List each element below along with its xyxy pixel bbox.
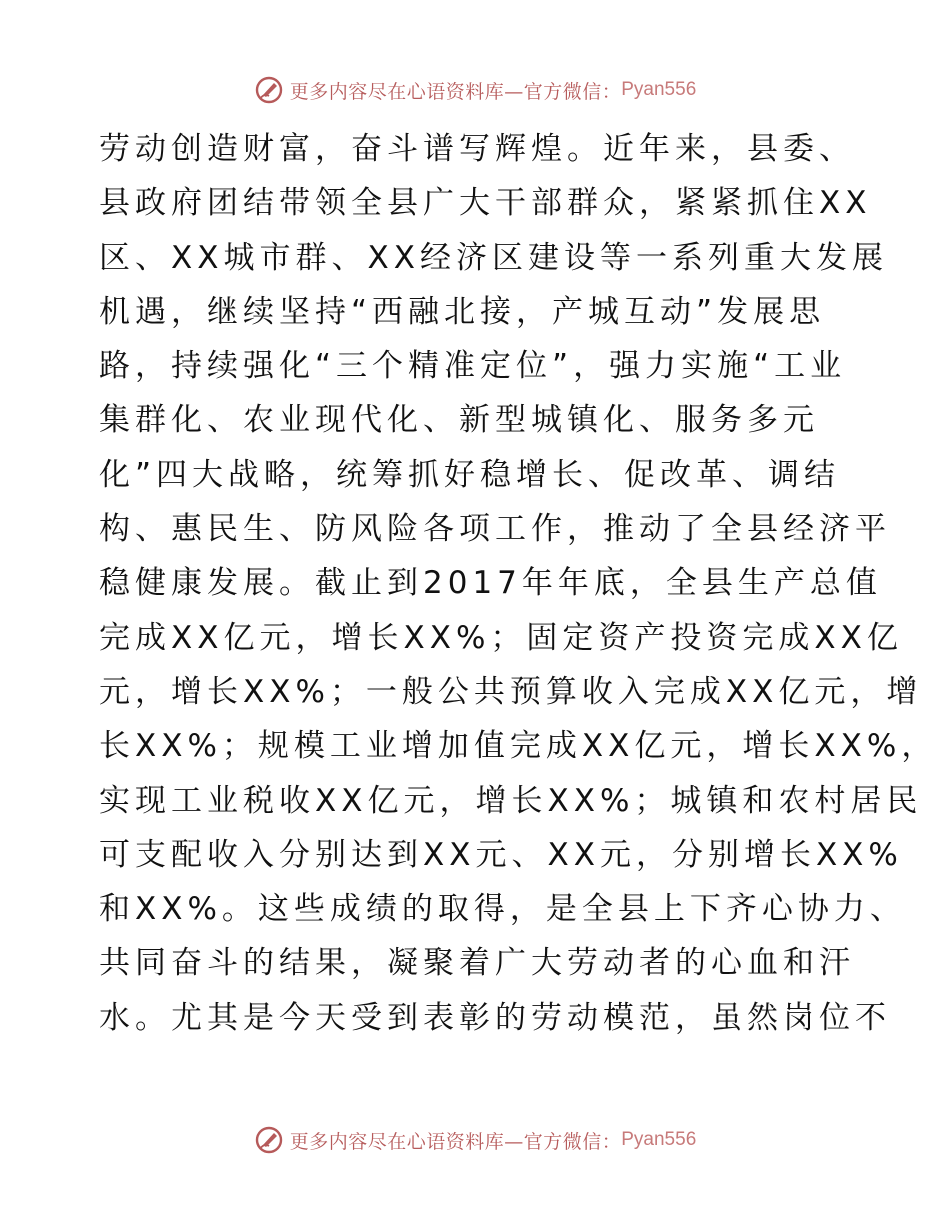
body-line: 水。尤其是今天受到表彰的劳动模范，虽然岗位不 [99, 999, 891, 1036]
body-line: 可支配收入分别达到XX元、XX元，分别增长XX% [99, 836, 903, 873]
body-line: 路，持续强化“三个精准定位”，强力实施“工业 [99, 348, 847, 385]
body-line: 元，增长XX%；一般公共预算收入完成XX亿元，增 [99, 673, 923, 710]
body-line: 集群化、农业现代化、新型城镇化、服务多元 [99, 402, 819, 439]
footer-watermark [0, 1123, 950, 1157]
body-line: 实现工业税收XX亿元，增长XX%；城镇和农村居民 [99, 782, 923, 819]
body-line: 机遇，继续坚持“西融北接，产城互动”发展思 [99, 293, 826, 330]
watermark-brand: Pyan556 [621, 79, 697, 100]
header-watermark [0, 73, 950, 107]
body-line: 劳动创造财富，奋斗谱写辉煌。近年来，县委、 [99, 131, 855, 167]
watermark-brand: Pyan556 [621, 1129, 697, 1150]
watermark-logo-icon [254, 75, 284, 105]
body-line: 完成XX亿元，增长XX%；固定资产投资完成XX亿 [99, 619, 903, 656]
body-line: 稳健康发展。截止到2017年年底，全县生产总值 [99, 565, 882, 602]
watermark-text: 更多内容尽在心语资料库—官方微信： [289, 1130, 622, 1153]
watermark-logo-icon [254, 1125, 284, 1155]
body-line: 县政府团结带领全县广大干部群众，紧紧抓住XX [99, 185, 872, 222]
body-line: 和XX%。这些成绩的取得，是全县上下齐心协力、 [99, 891, 906, 928]
body-line: 化”四大战略，统筹抓好稳增长、促改革、调结 [99, 456, 841, 493]
document-body [99, 122, 938, 1045]
body-line: 共同奋斗的结果，凝聚着广大劳动者的心血和汗 [99, 945, 855, 982]
watermark-text: 更多内容尽在心语资料库—官方微信： [289, 80, 622, 103]
body-line: 区、XX城市群、XX经济区建设等一系列重大发展 [99, 239, 888, 276]
body-line: 长XX%；规模工业增加值完成XX亿元，增长XX%， [99, 728, 938, 765]
body-line: 构、惠民生、防风险各项工作，推动了全县经济平 [99, 511, 891, 548]
